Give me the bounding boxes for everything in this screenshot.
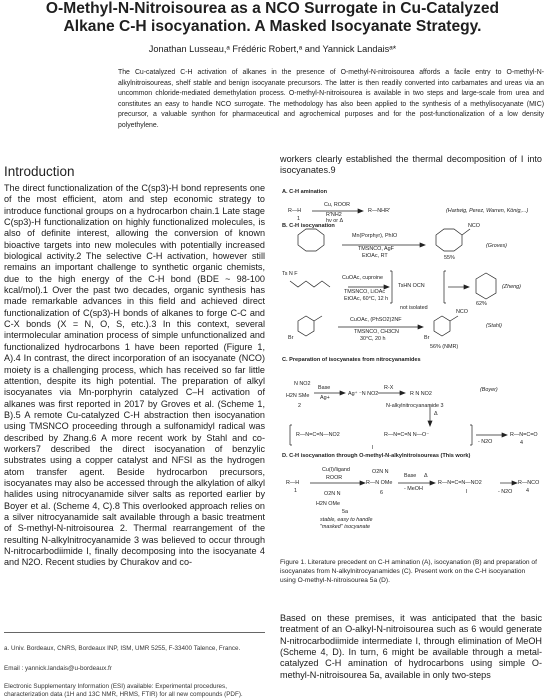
body-right-column-top: [280, 154, 542, 177]
scheme-section-b: B. C-H isocyanation: [282, 223, 335, 229]
c-isocyanate-number: 4: [520, 440, 523, 446]
body-right-column-bottom: [280, 613, 542, 681]
b3-condition-1: CuOAc, (PhSO2)2NF: [350, 317, 402, 323]
b3-yield: 56% (NMR): [430, 344, 459, 350]
paper-title: [0, 0, 545, 36]
a-product: R—NHR': [368, 208, 390, 214]
d-reagent-number: 5a: [342, 509, 348, 515]
cyclic-urea: [476, 273, 496, 299]
b2-condition-1: CuOAc, cuproine: [342, 275, 384, 281]
b2-yield: 62%: [476, 301, 487, 307]
c-starting-material-2: H2N SMe: [286, 393, 310, 399]
d-base: Base: [404, 473, 417, 479]
d-intermediate-2: R—N OMe: [366, 480, 393, 486]
abstract: The Cu-catalyzed C-H activation of alkanes in the presence of O-methyl-N-nitroisourea affords a facile entry to O-methyl-N-alkylnitroisoureas, shelf stable and benign isocyanate precursors. The latter is then readily converted into carbamates and ureas via an uncommon chloride-mediated demethylation process. O-methyl-N-nitroisourea is available in two steps and large-scale from urea and constitutes an easy to handle NCO surrogate. The methodology has also been applied to the synthesis of a methylisocyanate (MIC) precursor, a valuable synthon for pharmaceutical and agrochemical purposes and for the post-functionalization of a low density polyethylene.: [118, 69, 544, 129]
footnote-divider: [4, 632, 265, 633]
d-oxidant: ROOR: [326, 475, 343, 481]
right-column-bottom-text: Based on these premises, it was anticipated that the basic treatment of an O-alkyl-N-nitroisourea such as 6 would generate N-nitrocarbodiimide intermediate I, through elimination of MeOH (Scheme 4, D). In turn, 6 might be available through a metal-catalyzed C-H amination of hydrocarbons using simple O-methyl-N-nitroisourea 5a, available in only two-steps: [280, 613, 542, 680]
title-line-2: Alkane C-H isocyanation. A Masked Isocyanate Strategy.: [63, 18, 482, 35]
a-substrate: R—H: [288, 208, 302, 214]
left-column-text: The direct functionalization of the C(sp3)-H bond represents one of the most efficient, atom and step economic strategy to introduce functional groups on a hydrocarbon chain.1 Late stage C(sp3)-H functionalization on highly functionalized molecules, is also of definite interest, allowing the conversion of known bioactive targets into new molecules with potentially increased biological activity.2 The selective C-H activation, however still remains an important challenge to synthetic organic chemists, due to the high energy of the C-H bond (BDE ~ 98-100 kcal/mol).1 Over the past two decades, organic synthesis has made remarkable advances in this field and achieved direct functionalization of C(sp3)-H bonds of alkanes to forge C-C and C-X bonds (X = N, O, S, etc.).3 In this context, several intermolecular amination process of simple unfunctionalized and functionalized hydrocarbons 1 have been reported (Figure 1, A).4 In contrast, the direct incorporation of an isocyanate (NCO) moiety is a challenging process, which has received so far little attention, despite its high potential. The preparation of alkyl isocyanates via Mn-porphyrin catalyzed C–H activation of alkanes was first reported in 2017 by Groves et al. (Scheme 1, B).5 A remote Cu-catalyzed C-H abstraction then isocyanation using TMSNCO proceeding through a sulfonamidyl radical was described by Zhang.6 A more recent work by Stahl and co-workers7 described the direct isocyanation of benzylic substrates using a copper catalyst and NFSI as the hydrogen atom transfer agent. Beside hydrocarbon precursors, isocyanates may also be accessed through the alkylation of alkyl halides using nitrocyanamide silver salts as reported earlier by Boyer et al. (Scheme 4, C).8 This overlooked approach relies on a silver nitrocyanamide salt available through a basic treatment of S-methyl-N-nitroisourea 2. Thermal rearrangement of the resulting N-alkylnitrocyanamide 3 was believed to occur through N-nitrocarbodiimide I, finally decomposing into the isocyanate 4 and N2O. Recent studies by Churakov and co-: [4, 183, 265, 568]
d-intermediate-number: 6: [380, 490, 383, 496]
section-heading-introduction: Introduction: [4, 164, 75, 179]
a-condition-3: hν or Δ: [326, 218, 344, 224]
d-meoh: - MeOH: [404, 486, 423, 492]
d-substrate: R—H: [286, 480, 300, 486]
title-line-1: O-Methyl-N-Nitroisourea as a NCO Surrogate in Cu-Catalyzed: [45, 0, 500, 17]
b1-condition-2: TMSNCO, AgF: [358, 246, 394, 252]
b2-intermediate: TsHN OCN: [398, 283, 425, 289]
c-product: R N NO2: [410, 391, 432, 397]
d-carbodiimide-label: I: [466, 489, 468, 495]
b3-reference: (Stahl): [486, 323, 502, 329]
b1-reference: (Groves): [486, 243, 507, 249]
b1-condition-3: EtOAc, RT: [362, 253, 388, 259]
d-note-2: "masked" isocyanate: [320, 524, 370, 530]
b1-condition-1: Mn(Porphyr), PhIO: [352, 233, 398, 239]
c-starting-material: N NO2: [294, 381, 311, 387]
c-intermediate-label: I: [372, 445, 374, 451]
b1-yield: 55%: [444, 255, 455, 261]
d-heat: Δ: [424, 473, 428, 479]
d-reagent-2: H2N OMe: [316, 501, 340, 507]
scheme-section-a: A. C-H amination: [282, 189, 328, 195]
figure-1-scheme: [280, 183, 542, 550]
figure-1-caption: Figure 1. Literature precedent on C-H amination (A), isocyanation (B) and preparation of isocyanates from N-alkylnitrocyanamides (C). Present work on the C-H isocyanation using O-methyl-N-nitroisourea 5a (D).: [280, 559, 537, 584]
b2-substrate: Ts N F: [282, 271, 298, 277]
c-base: Base: [318, 385, 331, 391]
right-column-top-text: workers clearly established the thermal decomposition of I into isocyanates.9: [280, 154, 542, 176]
a-substrate-number: 1: [297, 216, 300, 222]
product-ring: [436, 229, 462, 251]
d-catalyst: Cu(I)/ligand: [322, 467, 350, 473]
c-product-label: N-alkylnitrocyanamide 3: [386, 403, 444, 409]
b1-nco-label: NCO: [468, 223, 480, 229]
c-alkyl-halide: R-X: [384, 385, 394, 391]
d-product: R—NCO: [518, 480, 540, 486]
author-list: Jonathan Lusseau,ᵃ Frédéric Robert,ᵃ and Yannick Landaisᵃ*: [148, 44, 397, 54]
b3-substrate-br: Br: [288, 335, 294, 341]
b3-nco-label: NCO: [456, 309, 468, 315]
d-carbodiimide: R—N=C=N—NO2: [438, 480, 482, 486]
a-condition-1: Cu, ROOR: [324, 202, 351, 208]
b2-note: not isolated: [400, 305, 428, 311]
b2-condition-3: EtOAc, 60°C, 12 h: [344, 296, 389, 302]
b3-condition-3: 30°C, 20 h: [360, 336, 386, 342]
toluene-ring: [298, 316, 314, 336]
c-n2o: - N2O: [478, 439, 493, 445]
scheme-section-d: D. C-H isocyanation through O-methyl-N-alkylnitroisoureas (This work): [282, 453, 471, 459]
scheme-section-c: C. Preparation of isocyanates from nitrocyanamides: [282, 357, 421, 363]
c-intermediate-1: R—N=C=N—NO2: [296, 432, 340, 438]
c-sm-number: 2: [298, 403, 301, 409]
a-references: (Hartwig, Perez, Warren, König,...): [446, 208, 529, 214]
b2-condition-2: TMSNCO, LiOAc: [344, 289, 386, 295]
benzyl-isocyanate-ring: [434, 316, 450, 336]
c-silver: Ag+: [320, 395, 330, 401]
footnote-esi: Electronic Supplementary Information (ESI) available: Experimental procedures, characterization data (1H and 13C NMR, HRMS, FTIR) for all new compounds (PDF).: [4, 683, 243, 698]
body-left-column: [4, 183, 265, 569]
d-note-1: stable, easy to handle: [320, 517, 373, 523]
b3-product-br: Br: [424, 335, 430, 341]
c-heat: Δ: [434, 411, 438, 417]
cyclooctane-ring: [298, 229, 324, 251]
c-intermediate-2: R—N=C=N N—O⁻: [384, 432, 430, 438]
a-condition-2: R'NH2: [326, 212, 342, 218]
c-isocyanate: R—N=C=O: [510, 432, 538, 438]
c-reference: (Boyer): [480, 387, 498, 393]
d-substrate-number: 1: [294, 488, 297, 494]
footnote-email: Email : yannick.landais@u-bordeaux.fr: [4, 665, 112, 672]
d-product-number: 4: [526, 488, 529, 494]
footnote-affiliation: a. Univ. Bordeaux, CNRS, Bordeaux INP, ISM, UMR 5255, F-33400 Talence, France.: [4, 645, 241, 652]
b3-condition-2: TMSNCO, CH3CN: [354, 329, 399, 335]
b2-reference: (Zheng): [502, 284, 521, 290]
arrow-head: [358, 209, 363, 213]
c-silver-salt: Ag⁺ ⁻N NO2: [348, 391, 379, 397]
d-n2o: - N2O: [498, 489, 513, 495]
d-reagent: O2N N: [324, 491, 341, 497]
d-intermediate: O2N N: [372, 469, 389, 475]
